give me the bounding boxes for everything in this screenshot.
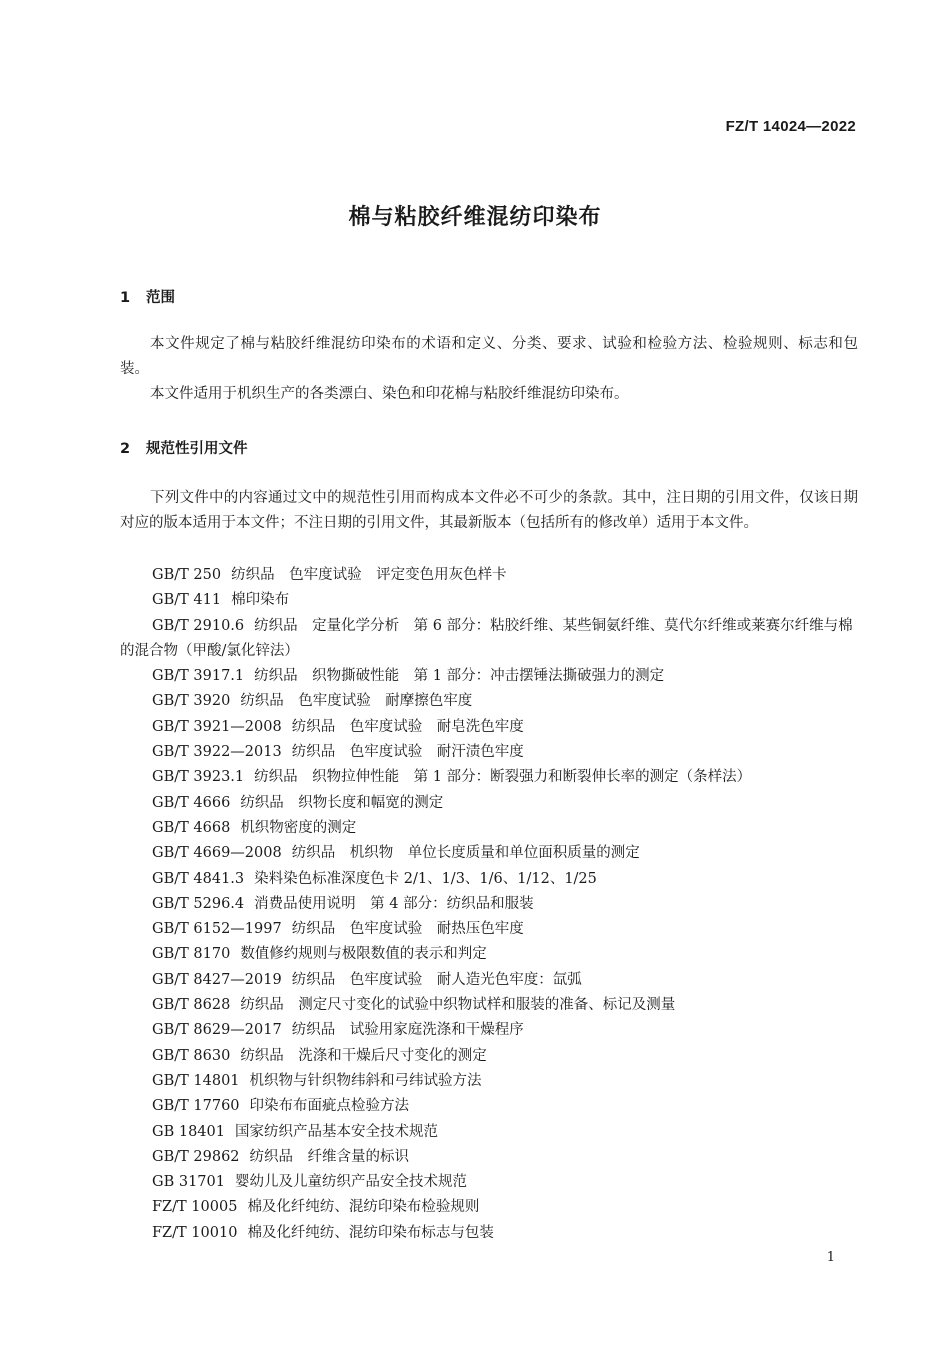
normative-references-list bbox=[120, 563, 858, 1246]
reference-title: 纺织品 织物长度和幅宽的测定 bbox=[240, 794, 444, 811]
reference-code: GB/T 4668 bbox=[152, 819, 231, 836]
reference-title: 纺织品 试验用家庭洗涤和干燥程序 bbox=[291, 1022, 524, 1039]
reference-title: 消费品使用说明 第 4 部分：纺织品和服装 bbox=[254, 895, 534, 912]
reference-title: 纺织品 色牢度试验 耐人造光色牢度：氙弧 bbox=[291, 971, 582, 988]
reference-code: GB/T 5296.4 bbox=[152, 895, 245, 912]
reference-item bbox=[120, 1044, 858, 1069]
reference-title: 印染布布面疵点检验方法 bbox=[249, 1098, 410, 1115]
reference-item bbox=[120, 1120, 858, 1145]
reference-item bbox=[120, 664, 858, 689]
reference-code: GB/T 3922—2013 bbox=[152, 744, 282, 761]
reference-item bbox=[120, 1170, 858, 1195]
reference-code: GB/T 4666 bbox=[152, 794, 231, 811]
reference-code: GB/T 6152—1997 bbox=[152, 921, 282, 938]
reference-code: GB/T 4841.3 bbox=[152, 870, 245, 887]
reference-item bbox=[120, 1195, 858, 1220]
document-title: 棉与粘胶纤维混纺印染布 bbox=[348, 205, 602, 230]
reference-title: 纺织品 织物拉伸性能 第 1 部分：断裂强力和断裂伸长率的测定（条样法） bbox=[254, 769, 752, 786]
reference-title: 纺织品 洗涤和干燥后尺寸变化的测定 bbox=[240, 1047, 487, 1064]
reference-item bbox=[120, 867, 858, 892]
reference-code: GB/T 8629—2017 bbox=[152, 1022, 282, 1039]
reference-item bbox=[120, 1018, 858, 1043]
reference-title: 棉及化纤纯纺、混纺印染布标志与包装 bbox=[247, 1224, 494, 1241]
section-1-title: 范围 bbox=[146, 290, 175, 306]
reference-code: GB/T 8630 bbox=[152, 1047, 231, 1064]
reference-title: 染料染色标准深度色卡 2/1、1/3、1/6、1/12、1/25 bbox=[254, 870, 597, 887]
reference-code: GB/T 3920 bbox=[152, 693, 231, 710]
reference-item bbox=[120, 1094, 858, 1119]
reference-item bbox=[120, 993, 858, 1018]
reference-code: GB/T 8170 bbox=[152, 946, 231, 963]
reference-code: FZ/T 10010 bbox=[152, 1224, 238, 1241]
reference-title: 棉印染布 bbox=[231, 592, 290, 609]
reference-item bbox=[120, 841, 858, 866]
reference-item bbox=[120, 689, 858, 714]
reference-code: GB/T 3923.1 bbox=[152, 769, 245, 786]
reference-title: 棉及化纤纯纺、混纺印染布检验规则 bbox=[247, 1199, 480, 1216]
reference-code: GB/T 8628 bbox=[152, 997, 231, 1014]
reference-code: GB 31701 bbox=[152, 1174, 225, 1191]
section-2-heading bbox=[120, 437, 248, 458]
reference-item bbox=[120, 614, 858, 665]
reference-title: 机织物密度的测定 bbox=[240, 819, 357, 836]
reference-item bbox=[120, 968, 858, 993]
reference-item bbox=[120, 1069, 858, 1094]
reference-title: 纺织品 色牢度试验 耐摩擦色牢度 bbox=[240, 693, 473, 710]
section-1-heading bbox=[120, 286, 175, 307]
section-2-intro: 下列文件中的内容通过文中的规范性引用而构成本文件必不可少的条款。其中，注日期的引用文件，仅该日期对应的版本适用于本文件；不注日期的引用文件，其最新版本（包括所有的修改单）适用于本文件。 bbox=[120, 490, 858, 531]
reference-code: GB 18401 bbox=[152, 1123, 225, 1140]
reference-code: GB/T 29862 bbox=[152, 1148, 240, 1165]
reference-title: 纺织品 色牢度试验 耐热压色牢度 bbox=[291, 921, 524, 938]
reference-item bbox=[120, 563, 858, 588]
reference-item bbox=[120, 816, 858, 841]
reference-title: 纺织品 定量化学分析 第 6 部分：粘胶纤维、某些铜氨纤维、莫代尔纤维或莱赛尔纤维与棉的混合物（甲酸/氯化锌法） bbox=[120, 617, 853, 659]
reference-title: 纺织品 纤维含量的标识 bbox=[249, 1148, 410, 1165]
reference-item bbox=[120, 892, 858, 917]
reference-title: 数值修约规则与极限数值的表示和判定 bbox=[240, 946, 487, 963]
reference-code: FZ/T 10005 bbox=[152, 1199, 238, 1216]
reference-code: GB/T 4669—2008 bbox=[152, 845, 282, 862]
reference-title: 纺织品 色牢度试验 耐皂洗色牢度 bbox=[291, 718, 524, 735]
reference-code: GB/T 17760 bbox=[152, 1098, 240, 1115]
reference-code: GB/T 2910.6 bbox=[152, 617, 245, 634]
reference-title: 国家纺织产品基本安全技术规范 bbox=[234, 1123, 438, 1140]
reference-item bbox=[120, 1221, 858, 1246]
reference-code: GB/T 3917.1 bbox=[152, 668, 245, 685]
section-2-title: 规范性引用文件 bbox=[146, 441, 248, 457]
section-1-paragraph-1: 本文件规定了棉与粘胶纤维混纺印染布的术语和定义、分类、要求、试验和检验方法、检验规则、标志和包装。 bbox=[120, 336, 858, 377]
reference-code: GB/T 8427—2019 bbox=[152, 971, 282, 988]
page-number: 1 bbox=[826, 1250, 835, 1265]
reference-code: GB/T 250 bbox=[152, 567, 222, 583]
reference-title: 纺织品 织物撕破性能 第 1 部分：冲击摆锤法撕破强力的测定 bbox=[254, 668, 665, 685]
reference-title: 纺织品 机织物 单位长度质量和单位面积质量的测定 bbox=[291, 845, 640, 862]
section-1-number: 1 bbox=[120, 290, 131, 306]
reference-item bbox=[120, 791, 858, 816]
standard-number: FZ/T 14024—2022 bbox=[725, 118, 856, 135]
reference-title: 机织物与针织物纬斜和弓纬试验方法 bbox=[249, 1072, 482, 1089]
reference-item bbox=[120, 715, 858, 740]
reference-item bbox=[120, 917, 858, 942]
reference-item bbox=[120, 1145, 858, 1170]
section-1-paragraph-2: 本文件适用于机织生产的各类漂白、染色和印花棉与粘胶纤维混纺印染布。 bbox=[150, 386, 629, 402]
reference-item bbox=[120, 765, 858, 790]
reference-title: 纺织品 色牢度试验 评定变色用灰色样卡 bbox=[231, 567, 507, 583]
reference-code: GB/T 14801 bbox=[152, 1072, 240, 1089]
reference-title: 婴幼儿及儿童纺织产品安全技术规范 bbox=[234, 1174, 467, 1191]
reference-code: GB/T 411 bbox=[152, 592, 222, 609]
reference-title: 纺织品 色牢度试验 耐汗渍色牢度 bbox=[291, 744, 524, 761]
reference-code: GB/T 3921—2008 bbox=[152, 718, 282, 735]
section-2-number: 2 bbox=[120, 441, 131, 457]
reference-item bbox=[120, 588, 858, 613]
reference-title: 纺织品 测定尺寸变化的试验中织物试样和服装的准备、标记及测量 bbox=[240, 997, 676, 1014]
reference-item bbox=[120, 942, 858, 967]
reference-item bbox=[120, 740, 858, 765]
